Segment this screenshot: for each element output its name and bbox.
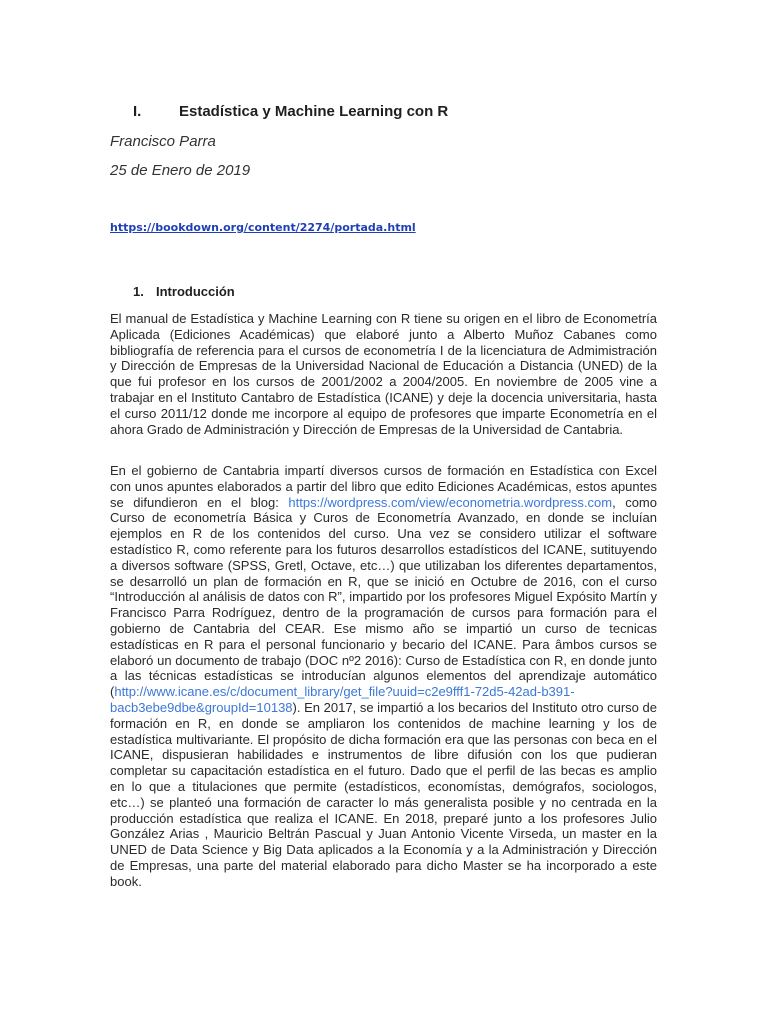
wordpress-link[interactable]: https://wordpress.com/view/econometria.wordpress.com (288, 494, 613, 510)
icane-document-link[interactable]: http://www.icane.es/c/document_library/get_file?uuid=c2e9fff1-72d5-42ad-b391-bacb3ebe9dbe&groupId=10138 (110, 684, 575, 715)
section-title: Introducción (156, 284, 235, 299)
paragraph-2-text-a: En el gobierno de Cantabria impartí diversos cursos de formación en Estadística con Excel con unos apuntes elaborados a partir del libro que edito Ediciones Académicas, estos apuntes se difundieron en el blog: (110, 463, 657, 510)
paragraph-2-text-c: ). En 2017, se impartió a los becarios del Instituto otro curso de formación en R, en donde se ampliaron los contenidos de machine learning y los de estadística multivariante. El propósito de dicha formación era que las personas con beca en el ICANE, dispusieran habilidades e instrumentos de libre difusión con los que pudieran completar su capacitación estadística en el futuro. Dado que el perfil de las becas es amplio en lo que a titulaciones que permite (estadísticos, economístas, demógrafos, sociologos, etc…) se planteó una formación de caracter lo más generalista posible y no centrada en la producción estadística que realiza el ICANE. En 2018, preparé junto a los profesores Julio González Arias , Mauricio Beltrán Pascual y Juan Antonio Vicente Virseda, un master en la UNED de Data Science y Big Data aplicados a la Economía y a la Administración y Dirección de Empresas, una parte del material elaborado para dicho Master se ha incorporado a este book. (110, 699, 657, 889)
paragraph-2-text-b: , como Curso de econometría Básica y Curos de Econometría Avanzado, en donde se incluían ejemplos en R de los contenidos del curso. Una vez se considero utilizar el software estadístico R, como referente para los futuros desarrollos estadísticos del ICANE, sutituyendo a diversos software (SPSS, Gretl, Octave, etc…) que utilizaban los diferentes departamentos, se desarrolló un plan de formación en R, que se inició en Octubre de 2016, con el curso “Introducción al análisis de datos con R”, impartido por los profesores Miguel Expósito Martín y Francisco Parra Rodríguez, dentro de la programación de cursos para formación para el gobierno de Cantabria del CEAR. Ese mismo año se impartió un curso de tecnicas estadísticas en R para el personal funcionario y becario del ICANE. Para âmbos cursos se elaboró un documento de trabajo (DOC nº2 2016): Curso de Estadística con R, en donde junto a las técnicas estadísticas se introducían algunos elementos del aprendizaje automático ( (110, 494, 657, 700)
document-title (133, 103, 448, 120)
publication-date: 25 de Enero de 2019 (110, 162, 251, 179)
title-number: I. (133, 103, 142, 120)
title-text: Estadística y Machine Learning con R (179, 103, 449, 120)
author-name: Francisco Parra (110, 133, 216, 150)
section-number: 1. (133, 284, 144, 299)
section-heading (133, 284, 235, 299)
paragraph-1: El manual de Estadística y Machine Learning con R tiene su origen en el libro de Econometría Aplicada (Ediciones Académicas) que elaboré junto a Alberto Muñoz Cabanes como bibliografía de referencia para el cursos de econometría I de la licenciatura de Admimistración y Dirección de Empresas de la Universidad Nacional de Educación a Distancia (UNED) de la que fui profesor en los cursos de 2001/2002 a 2004/2005. En noviembre de 2005 vine a trabajar en el Instituto Cantabro de Estadística (ICANE) y deje la docencia universitaria, hasta el curso 2011/12 donde me incorpore al equipo de profesores que imparte Econometría en el ahora Grado de Administración y Dirección de Empresas de la Universidad de Cantabria. (110, 311, 657, 437)
bookdown-link[interactable]: https://bookdown.org/content/2274/portada.html (110, 221, 416, 234)
paragraph-2 (110, 463, 657, 890)
